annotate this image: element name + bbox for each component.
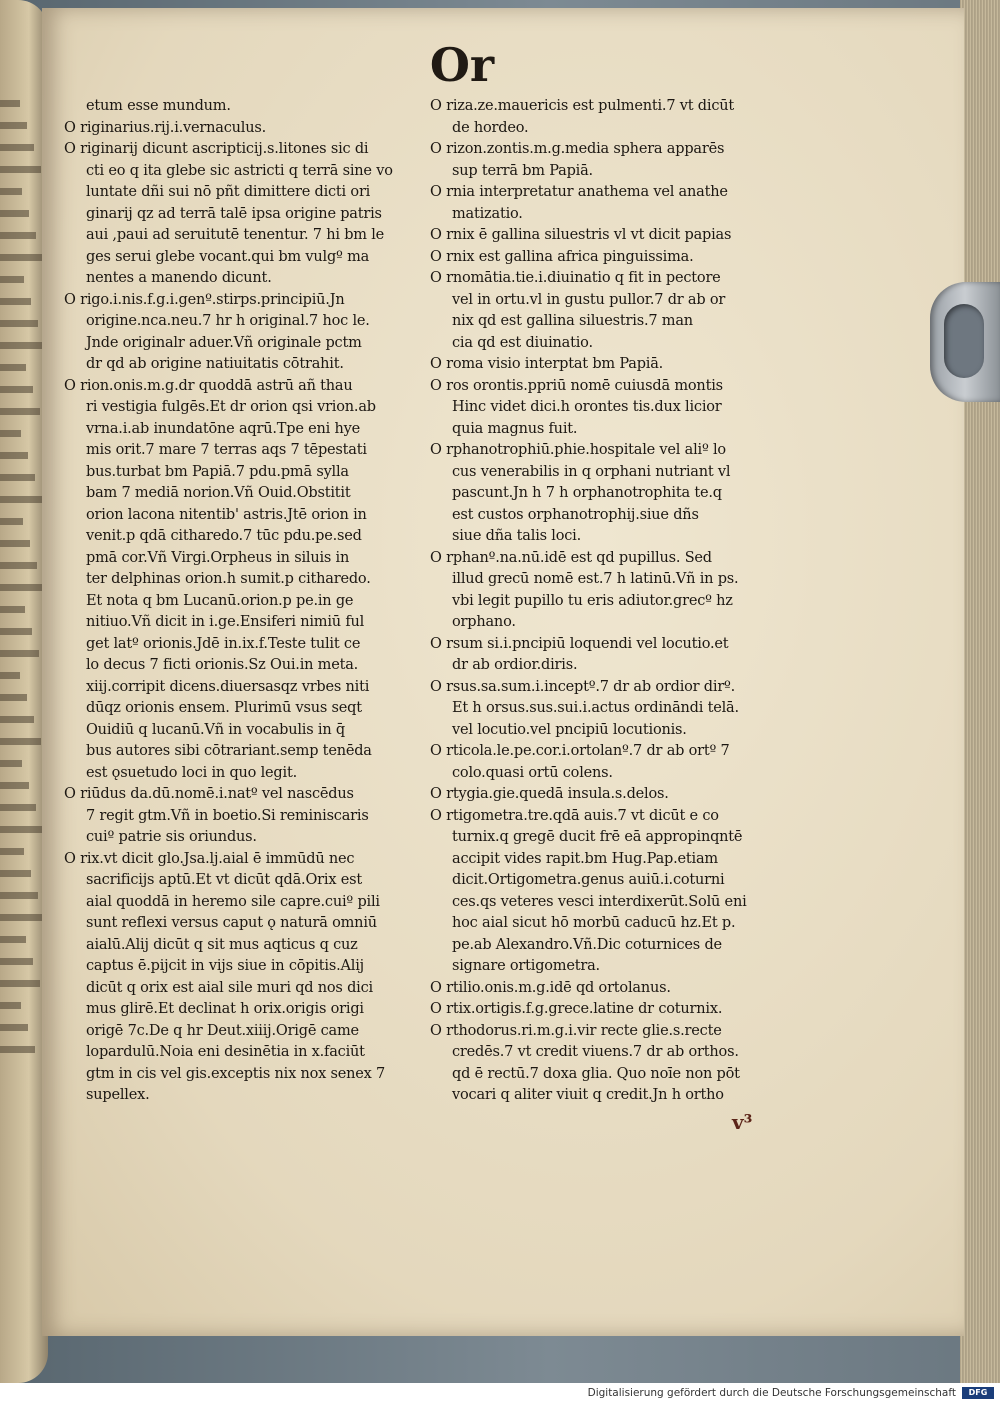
text-line: O rnia interpretatur anathema vel anathe — [430, 184, 728, 200]
text-line: vel in ortu.vl in gustu pullor.7 dr ab or — [452, 291, 726, 308]
facing-page-text-mark — [0, 364, 26, 371]
text-line: lo decus 7 ficti orionis.Sz Oui.in meta. — [86, 657, 359, 673]
text-line: O rnomātia.tie.i.diuinatio q fit in pectore — [430, 270, 721, 286]
text-line: mis orit.7 mare 7 terras aqs 7 tēpestati — [86, 442, 367, 458]
facing-page-text-mark — [0, 782, 29, 789]
text-line: O riza.ze.mauericis est pulmenti.7 vt dicūt — [430, 98, 735, 114]
facing-page-text-mark — [0, 100, 20, 107]
facing-page-text-mark — [0, 254, 43, 261]
clasp-hole — [944, 304, 984, 378]
text-line: O rnix est gallina africa pinguissima. — [430, 248, 694, 265]
text-line: signare ortigometra. — [452, 958, 600, 974]
text-line: vocari q aliter viuit q credit.Jn h ortho — [452, 1087, 724, 1103]
text-line: gtm in cis vel gis.exceptis nix nox senex 7 — [86, 1065, 386, 1082]
text-line: matizatio. — [452, 205, 523, 222]
text-line: sup terrā bm Papiā. — [452, 162, 593, 179]
text-line: siue dña talis loci. — [452, 528, 582, 544]
facing-page-text-mark — [0, 1002, 21, 1009]
facing-page-text-mark — [0, 760, 22, 767]
text-line: aialū.Alij dicūt q sit mus aqticus q cuz — [86, 936, 358, 953]
text-line: ges serui glebe vocant.qui bm vulgº ma — [86, 248, 370, 265]
facing-page-text-mark — [0, 804, 36, 811]
facing-page-text-mark — [0, 166, 41, 173]
text-line: O riginarius.rij.i.vernaculus. — [64, 119, 267, 136]
text-line: 7 regit gtm.Vñ in boetio.Si reminiscaris — [86, 807, 369, 824]
text-line: Et h orsus.sus.sui.i.actus ordināndi telā. — [452, 700, 739, 716]
text-line: sunt reflexi versus caput ǫ naturā omniū — [86, 915, 377, 931]
facing-page-text-mark — [0, 826, 43, 833]
text-line: dūqz orionis ensem. Plurimū vsus seqt — [86, 700, 362, 716]
facing-page-text-mark — [0, 540, 30, 547]
text-line: Et nota q bm Lucanū.orion.p pe.in ge — [86, 592, 354, 609]
facing-page-text-mark — [0, 606, 25, 613]
text-line: hoc aial sicut hō morbū caducū hz.Et p. — [452, 915, 736, 931]
page-header: Or — [429, 38, 495, 92]
text-line: O ros orontis.ppriū nomē cuiusdā montis — [430, 377, 723, 394]
text-line: aui ,paui ad seruitutē tenentur. 7 hi bm le — [86, 227, 385, 243]
text-line: O rizon.zontis.m.g.media sphera apparēs — [430, 141, 725, 157]
text-line: orphano. — [452, 614, 516, 630]
text-line: qd ē rectū.7 doxa glia. Quo noīe non pōt — [452, 1065, 740, 1082]
facing-page-text-mark — [0, 562, 37, 569]
text-line: O rticola.le.pe.cor.i.ortolanº.7 dr ab ortº 7 — [430, 743, 730, 759]
text-line: cus venerabilis in q orphani nutriant vl — [452, 463, 731, 480]
text-line: O riūdus da.dū.nomē.i.natº vel nascēdus — [64, 786, 354, 802]
facing-page-edge — [0, 0, 48, 1383]
text-line: O rthodorus.ri.m.g.i.vir recte glie.s.recte — [430, 1022, 722, 1039]
text-line: O rnix ē gallina siluestris vl vt dicit papias — [430, 227, 732, 243]
facing-page-text-mark — [0, 298, 31, 305]
text-line: accipit vides rapit.bm Hug.Pap.etiam — [452, 850, 718, 867]
facing-page-text-mark — [0, 342, 45, 349]
text-line: Jnde originalr aduer.Vñ originale pctm — [86, 334, 362, 351]
facing-page-text-mark — [0, 474, 35, 481]
text-line: O rtigometra.tre.qdā auis.7 vt dicūt e co — [430, 807, 719, 824]
text-line: credēs.7 vt credit viuens.7 dr ab orthos. — [452, 1044, 739, 1060]
facing-page-text-mark — [0, 188, 22, 195]
text-line: bus autores sibi cōtrariant.semp tenēda — [86, 743, 372, 759]
text-line: cia qd est diuinatio. — [452, 334, 593, 351]
text-line: turnix.q gregē ducit frē eā appropinqntē — [452, 829, 743, 845]
text-line: pascunt.Jn h 7 h orphanotrophita te.q — [452, 485, 722, 501]
facing-page-text-mark — [0, 936, 26, 943]
facing-page-text-mark — [0, 276, 24, 283]
facing-page-text-mark — [0, 122, 27, 129]
text-line: lopardulū.Noia eni desinētia in x.faciūt — [86, 1044, 365, 1060]
text-line: Ouidiū q lucanū.Vñ in vocabulis in q̄ — [86, 721, 345, 738]
text-line: O rphanº.na.nū.idē est qd pupillus. Sed — [430, 549, 712, 566]
text-line: dr ab ordior.diris. — [452, 657, 578, 673]
facing-page-text-mark — [0, 408, 40, 415]
text-line: nitiuo.Vñ dicit in i.ge.Ensiferi nimiū ful — [86, 614, 365, 630]
facing-page-text-mark — [0, 452, 28, 459]
funding-credit: Digitalisierung gefördert durch die Deutsche Forschungsgemeinschaft — [587, 1387, 956, 1399]
text-line: pe.ab Alexandro.Vñ.Dic coturnices de — [452, 936, 722, 953]
text-line: etum esse mundum. — [86, 98, 231, 114]
book-page — [42, 8, 964, 1336]
text-line: O rtygia.gie.quedā insula.s.delos. — [430, 786, 669, 802]
text-line: O rphanotrophiū.phie.hospitale vel aliº lo — [430, 442, 726, 458]
text-line: ginarij qz ad terrā talē ipsa origine patris — [86, 205, 382, 222]
text-line: O roma visio interptat bm Papiā. — [430, 356, 664, 372]
text-line: dr qd ab origine natiuitatis cōtrahit. — [86, 356, 344, 372]
facing-page-text-mark — [0, 320, 38, 327]
facing-page-text-mark — [0, 694, 27, 701]
text-line: O rix.vt dicit glo.Jsa.lj.aial ē immūdū nec — [64, 850, 355, 867]
text-line: pmā cor.Vñ Virgi.Orpheus in siluis in — [86, 549, 350, 566]
text-line: get latº orionis.Jdē in.ix.f.Teste tulit ce — [86, 635, 361, 652]
footer-bar — [0, 1383, 1000, 1403]
text-line: origē 7c.De q hr Deut.xiiij.Origē came — [86, 1022, 359, 1039]
text-line: O rigo.i.nis.f.g.i.genº.stirps.principiū.Jn — [64, 291, 345, 308]
text-line: venit.p qdā citharedo.7 tūc pdu.pe.sed — [86, 528, 362, 544]
text-line: ter delphinas orion.h sumit.p citharedo. — [86, 571, 371, 587]
text-line: O rsus.sa.sum.i.inceptº.7 dr ab ordior dirº. — [430, 678, 736, 695]
book-page-edges — [960, 0, 1000, 1383]
text-line: mus glirē.Et declinat h orix.origis origi — [86, 1001, 364, 1017]
text-line: O riginarij dicunt ascripticij.s.litones sic di — [64, 141, 369, 157]
text-line: luntate dñi sui nō pñt dimittere dicti ori — [86, 184, 371, 200]
facing-page-text-mark — [0, 386, 33, 393]
facing-page-text-mark — [0, 870, 31, 877]
facing-page-text-mark — [0, 518, 23, 525]
facing-page-text-mark — [0, 430, 21, 437]
facing-page-text-mark — [0, 738, 41, 745]
facing-page-text-mark — [0, 584, 44, 591]
text-line: colo.quasi ortū colens. — [452, 764, 613, 781]
text-line: O rion.onis.m.g.dr quoddā astrū añ thau — [64, 377, 353, 394]
text-line: cuiº patrie sis oriundus. — [86, 829, 257, 845]
facing-page-text-mark — [0, 628, 32, 635]
book-clasp — [930, 282, 1000, 402]
facing-page-text-mark — [0, 496, 42, 503]
facing-page-text-mark — [0, 892, 38, 899]
facing-page-text-mark — [0, 914, 45, 921]
text-line: Hinc videt dici.h orontes tis.dux licior — [452, 399, 722, 415]
text-line: sacrificijs aptū.Et vt dicūt qdā.Orix est — [86, 872, 362, 888]
facing-page-text-mark — [0, 210, 29, 217]
text-line: origine.nca.neu.7 hr h original.7 hoc le. — [86, 313, 370, 329]
text-line: xiij.corripit dicens.diuersasqz vrbes niti — [86, 678, 370, 695]
text-line: est custos orphanotrophij.siue dñs — [452, 506, 699, 523]
text-line: ces.qs veteres vesci interdixerūt.Solū eni — [452, 893, 747, 910]
text-line: O rtix.ortigis.f.g.grece.latine dr coturnix. — [430, 1001, 723, 1017]
text-line: O rsum si.i.pncipiū loquendi vel locutio.et — [430, 635, 729, 652]
facing-page-text-mark — [0, 1046, 35, 1053]
left-column — [64, 96, 439, 1107]
text-line: ri vestigia fulgēs.Et dr orion qsi vrion.ab — [86, 399, 376, 415]
text-line: de hordeo. — [452, 119, 529, 136]
text-line: orion lacona nitentib' astris.Jtē orion in — [86, 506, 367, 523]
text-line: O rtilio.onis.m.g.idē qd ortolanus. — [430, 979, 671, 996]
text-line: aial quoddā in heremo sile capre.cuiº pili — [86, 893, 380, 910]
text-line: nentes a manendo dicunt. — [86, 270, 272, 286]
text-line: supellex. — [86, 1087, 150, 1103]
text-line: captus ē.pijcit in vijs siue in cōpitis.Alij — [86, 958, 364, 974]
facing-page-text-mark — [0, 848, 24, 855]
facing-page-text-mark — [0, 980, 40, 987]
text-line: dicūt q orix est aial sile muri qd nos dici — [86, 979, 373, 996]
text-line: vbi legit pupillo tu eris adiutor.grecº hz — [452, 592, 733, 609]
text-line: illud grecū nomē est.7 h latinū.Vñ in ps. — [452, 571, 739, 587]
text-line: est ǫsuetudo loci in quo legit. — [86, 764, 297, 781]
text-line: quia magnus fuit. — [452, 420, 578, 437]
text-line: vrna.i.ab inundatōne aqrū.Tpe eni hye — [86, 420, 360, 437]
right-column — [430, 96, 800, 1107]
text-line: nix qd est gallina siluestris.7 man — [452, 313, 693, 329]
dfg-logo: DFG — [962, 1387, 994, 1399]
facing-page-text-mark — [0, 144, 34, 151]
facing-page-text-mark — [0, 672, 20, 679]
facing-page-text-mark — [0, 716, 34, 723]
signature-mark: v³ — [732, 1110, 753, 1134]
facing-page-text-mark — [0, 1024, 28, 1031]
facing-page-text-mark — [0, 650, 39, 657]
text-line: bam 7 mediā norion.Vñ Ouid.Obstitit — [86, 485, 351, 501]
text-line: cti eo q ita glebe sic astricti q terrā sine vo — [86, 162, 393, 179]
text-line: bus.turbat bm Papiā.7 pdu.pmā sylla — [86, 463, 349, 480]
facing-page-text-mark — [0, 232, 36, 239]
text-line: vel locutio.vel pncipiū locutionis. — [452, 721, 687, 738]
text-line: dicit.Ortigometra.genus auiū.i.coturni — [452, 872, 725, 888]
facing-page-text-mark — [0, 958, 33, 965]
